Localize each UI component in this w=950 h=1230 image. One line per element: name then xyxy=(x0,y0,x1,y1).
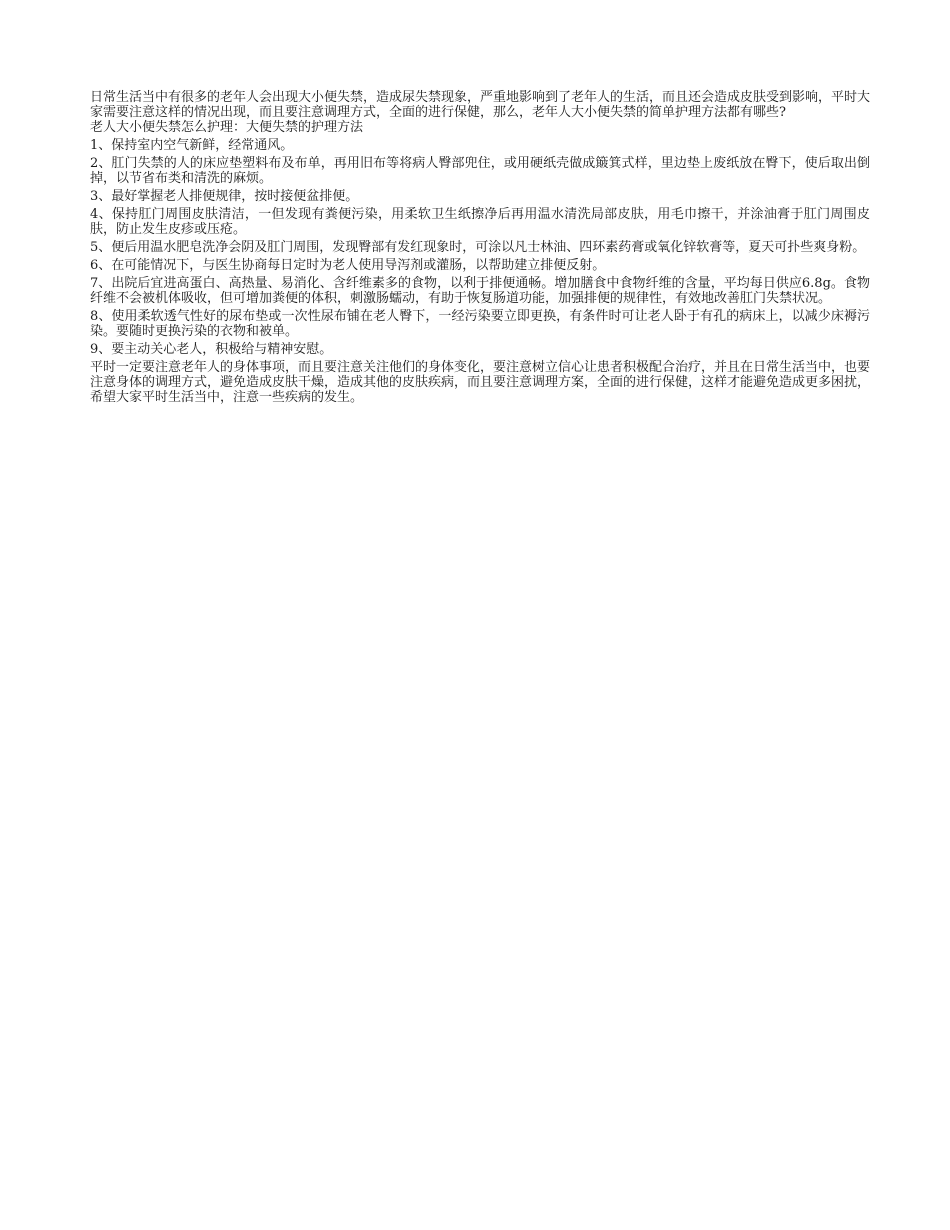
list-item: 9、要主动关心老人，积极给与精神安慰。 xyxy=(90,342,333,357)
list-item: 5、便后用温水肥皂洗净会阴及肛门周围，发现臀部有发红现象时，可涂以凡士林油、四环素药膏或氧化锌软膏等，夏天可扑些爽身粉。 xyxy=(90,240,866,255)
list-item: 2、肛门失禁的人的床应垫塑料布及布单，再用旧布等将病人臀部兜住，或用硬纸壳做成簸箕式样，里边垫上废纸放在臀下，使后取出倒掉，以节省布类和清洗的麻烦。 xyxy=(90,156,870,186)
document-body xyxy=(90,90,870,405)
intro-paragraph: 日常生活当中有很多的老年人会出现大小便失禁，造成尿失禁现象，严重地影响到了老年人的生活，而且还会造成皮肤受到影响，平时大家需要注意这样的情况出现，而且要注意调理方式，全面的进行保健，那么，老年人大小便失禁的简单护理方法都有哪些? xyxy=(90,90,871,120)
section-heading: 老人大小便失禁怎么护理：大便失禁的护理方法 xyxy=(90,120,364,135)
list-item: 4、保持肛门周围皮肤清洁，一但发现有粪便污染，用柔软卫生纸擦净后再用温水清洗局部皮肤，用毛巾擦干，并涂油膏于肛门周围皮肤，防止发生皮疹或压疮。 xyxy=(90,207,870,237)
list-item: 3、最好掌握老人排便规律，按时接便盆排便。 xyxy=(90,189,359,204)
list-item: 8、使用柔软透气性好的尿布垫或一次性尿布铺在老人臀下，一经污染要立即更换，有条件时可让老人卧于有孔的病床上，以减少床褥污染。要随时更换污染的衣物和被单。 xyxy=(90,309,870,339)
list-item: 6、在可能情况下，与医生协商每日定时为老人使用导泻剂或灌肠，以帮助建立排便反射。 xyxy=(90,258,606,273)
conclusion-paragraph: 平时一定要注意老年人的身体事项，而且要注意关注他们的身体变化，要注意树立信心让患者积极配合治疗，并且在日常生活当中，也要注意身体的调理方式，避免造成皮肤干燥，造成其他的皮肤疾病，而且要注意调理方案，全面的进行保健，这样才能避免造成更多困扰，希望大家平时生活当中，注意一些疾病的发生。 xyxy=(90,360,871,405)
list-item: 1、保持室内空气新鲜，经常通风。 xyxy=(90,138,294,153)
list-item: 7、出院后宜进高蛋白、高热量、易消化、含纤维素多的食物，以利于排便通畅。增加膳食中食物纤维的含量，平均每日供应6.8g。食物纤维不会被机体吸收，但可增加粪便的体积，刺激肠蠕动，有助于恢复肠道功能，加强排便的规律性，有效地改善肛门失禁状况。 xyxy=(90,276,870,306)
